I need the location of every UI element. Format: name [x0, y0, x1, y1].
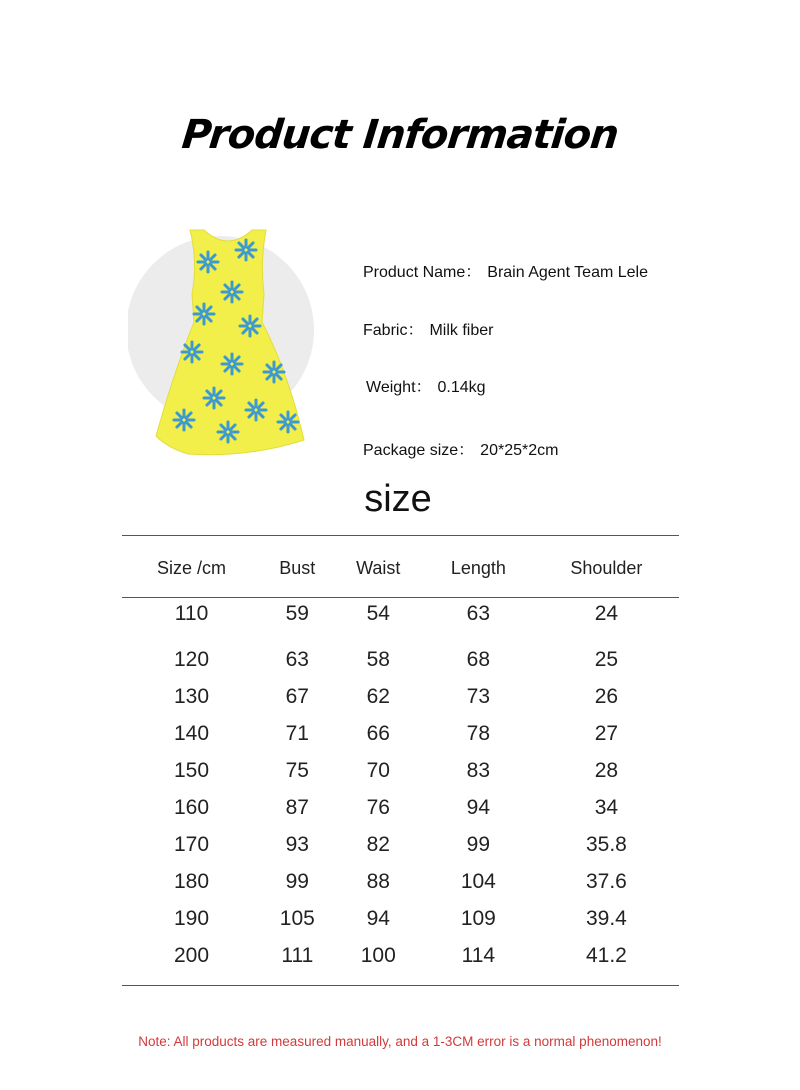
cell-shoulder: 35.8 — [585, 832, 627, 856]
cell-length: 63 — [466, 601, 491, 625]
fabric-label: Fabric： — [363, 322, 424, 339]
cell-bust: 87 — [285, 795, 309, 819]
cell-bust: 93 — [285, 832, 309, 856]
cell-waist: 82 — [366, 832, 390, 856]
col-header-shoulder: Shoulder — [570, 557, 643, 578]
table-row — [122, 826, 679, 863]
cell-size: 170 — [173, 832, 210, 856]
cell-bust: 71 — [285, 721, 309, 745]
package-label: Package size： — [363, 442, 475, 459]
table-row — [122, 678, 679, 715]
cell-waist: 76 — [366, 795, 390, 819]
cell-size: 200 — [173, 943, 210, 967]
cell-length: 109 — [460, 906, 496, 930]
product-image — [128, 222, 328, 462]
col-header-size: Size /cm — [157, 557, 227, 578]
cell-size: 130 — [173, 684, 210, 708]
cell-shoulder: 34 — [594, 795, 619, 819]
cell-length: 73 — [466, 684, 491, 708]
cell-shoulder: 26 — [594, 684, 619, 708]
cell-bust: 111 — [281, 943, 314, 967]
cell-bust: 99 — [285, 869, 309, 893]
weight-value: 0.14kg — [437, 379, 486, 396]
cell-shoulder: 27 — [594, 721, 619, 745]
table-row — [122, 586, 679, 641]
fabric-value: Milk fiber — [429, 322, 494, 339]
cell-bust: 105 — [279, 906, 315, 930]
table-row — [122, 752, 679, 789]
table-body — [122, 586, 679, 974]
product-name-label: Product Name： — [363, 264, 482, 281]
cell-size: 140 — [173, 721, 210, 745]
table-header-row — [122, 550, 679, 586]
product-name-row — [363, 259, 648, 282]
measurement-note: Note: All products are measured manually, and a 1-3CM error is a normal phenomenon! — [138, 1034, 662, 1049]
cell-size: 150 — [173, 758, 210, 782]
weight-row — [366, 374, 486, 397]
table-top-rule — [122, 535, 679, 536]
size-heading: size — [364, 478, 432, 520]
cell-bust: 67 — [285, 684, 309, 708]
table-row — [122, 863, 679, 900]
product-name-value: Brain Agent Team Lele — [487, 264, 648, 281]
cell-waist: 62 — [366, 684, 390, 708]
table-row — [122, 937, 679, 974]
fabric-row — [363, 317, 493, 340]
table-row — [122, 715, 679, 752]
cell-size: 190 — [173, 906, 210, 930]
cell-shoulder: 24 — [594, 601, 619, 625]
table-row — [122, 641, 679, 678]
cell-length: 83 — [466, 758, 491, 782]
cell-length: 114 — [461, 943, 496, 967]
cell-shoulder: 39.4 — [585, 906, 627, 930]
cell-shoulder: 28 — [594, 758, 619, 782]
table-row — [122, 789, 679, 826]
cell-waist: 70 — [366, 758, 390, 782]
cell-shoulder: 25 — [594, 647, 619, 671]
cell-size: 180 — [173, 869, 210, 893]
cell-size: 110 — [174, 601, 209, 625]
col-header-bust: Bust — [279, 557, 316, 578]
col-header-waist: Waist — [356, 557, 401, 578]
cell-bust: 59 — [285, 601, 309, 625]
cell-shoulder: 41.2 — [585, 943, 627, 967]
col-header-length: Length — [450, 557, 506, 578]
cell-waist: 58 — [366, 647, 390, 671]
table-row — [122, 900, 679, 937]
cell-waist: 100 — [360, 943, 396, 967]
cell-waist: 94 — [366, 906, 390, 930]
cell-length: 78 — [466, 721, 491, 745]
page-title: Product Information — [179, 112, 621, 158]
cell-length: 94 — [466, 795, 491, 819]
cell-shoulder: 37.6 — [585, 869, 627, 893]
cell-length: 68 — [466, 647, 491, 671]
cell-bust: 63 — [285, 647, 309, 671]
cell-size: 120 — [173, 647, 210, 671]
table-bottom-rule — [122, 985, 679, 986]
size-table — [122, 550, 679, 974]
weight-label: Weight： — [366, 379, 432, 396]
cell-waist: 54 — [366, 601, 390, 625]
cell-waist: 88 — [366, 869, 390, 893]
cell-bust: 75 — [285, 758, 309, 782]
package-value: 20*25*2cm — [480, 442, 559, 459]
cell-length: 104 — [460, 869, 496, 893]
cell-size: 160 — [173, 795, 210, 819]
cell-waist: 66 — [366, 721, 390, 745]
cell-length: 99 — [466, 832, 491, 856]
package-row — [363, 437, 558, 460]
